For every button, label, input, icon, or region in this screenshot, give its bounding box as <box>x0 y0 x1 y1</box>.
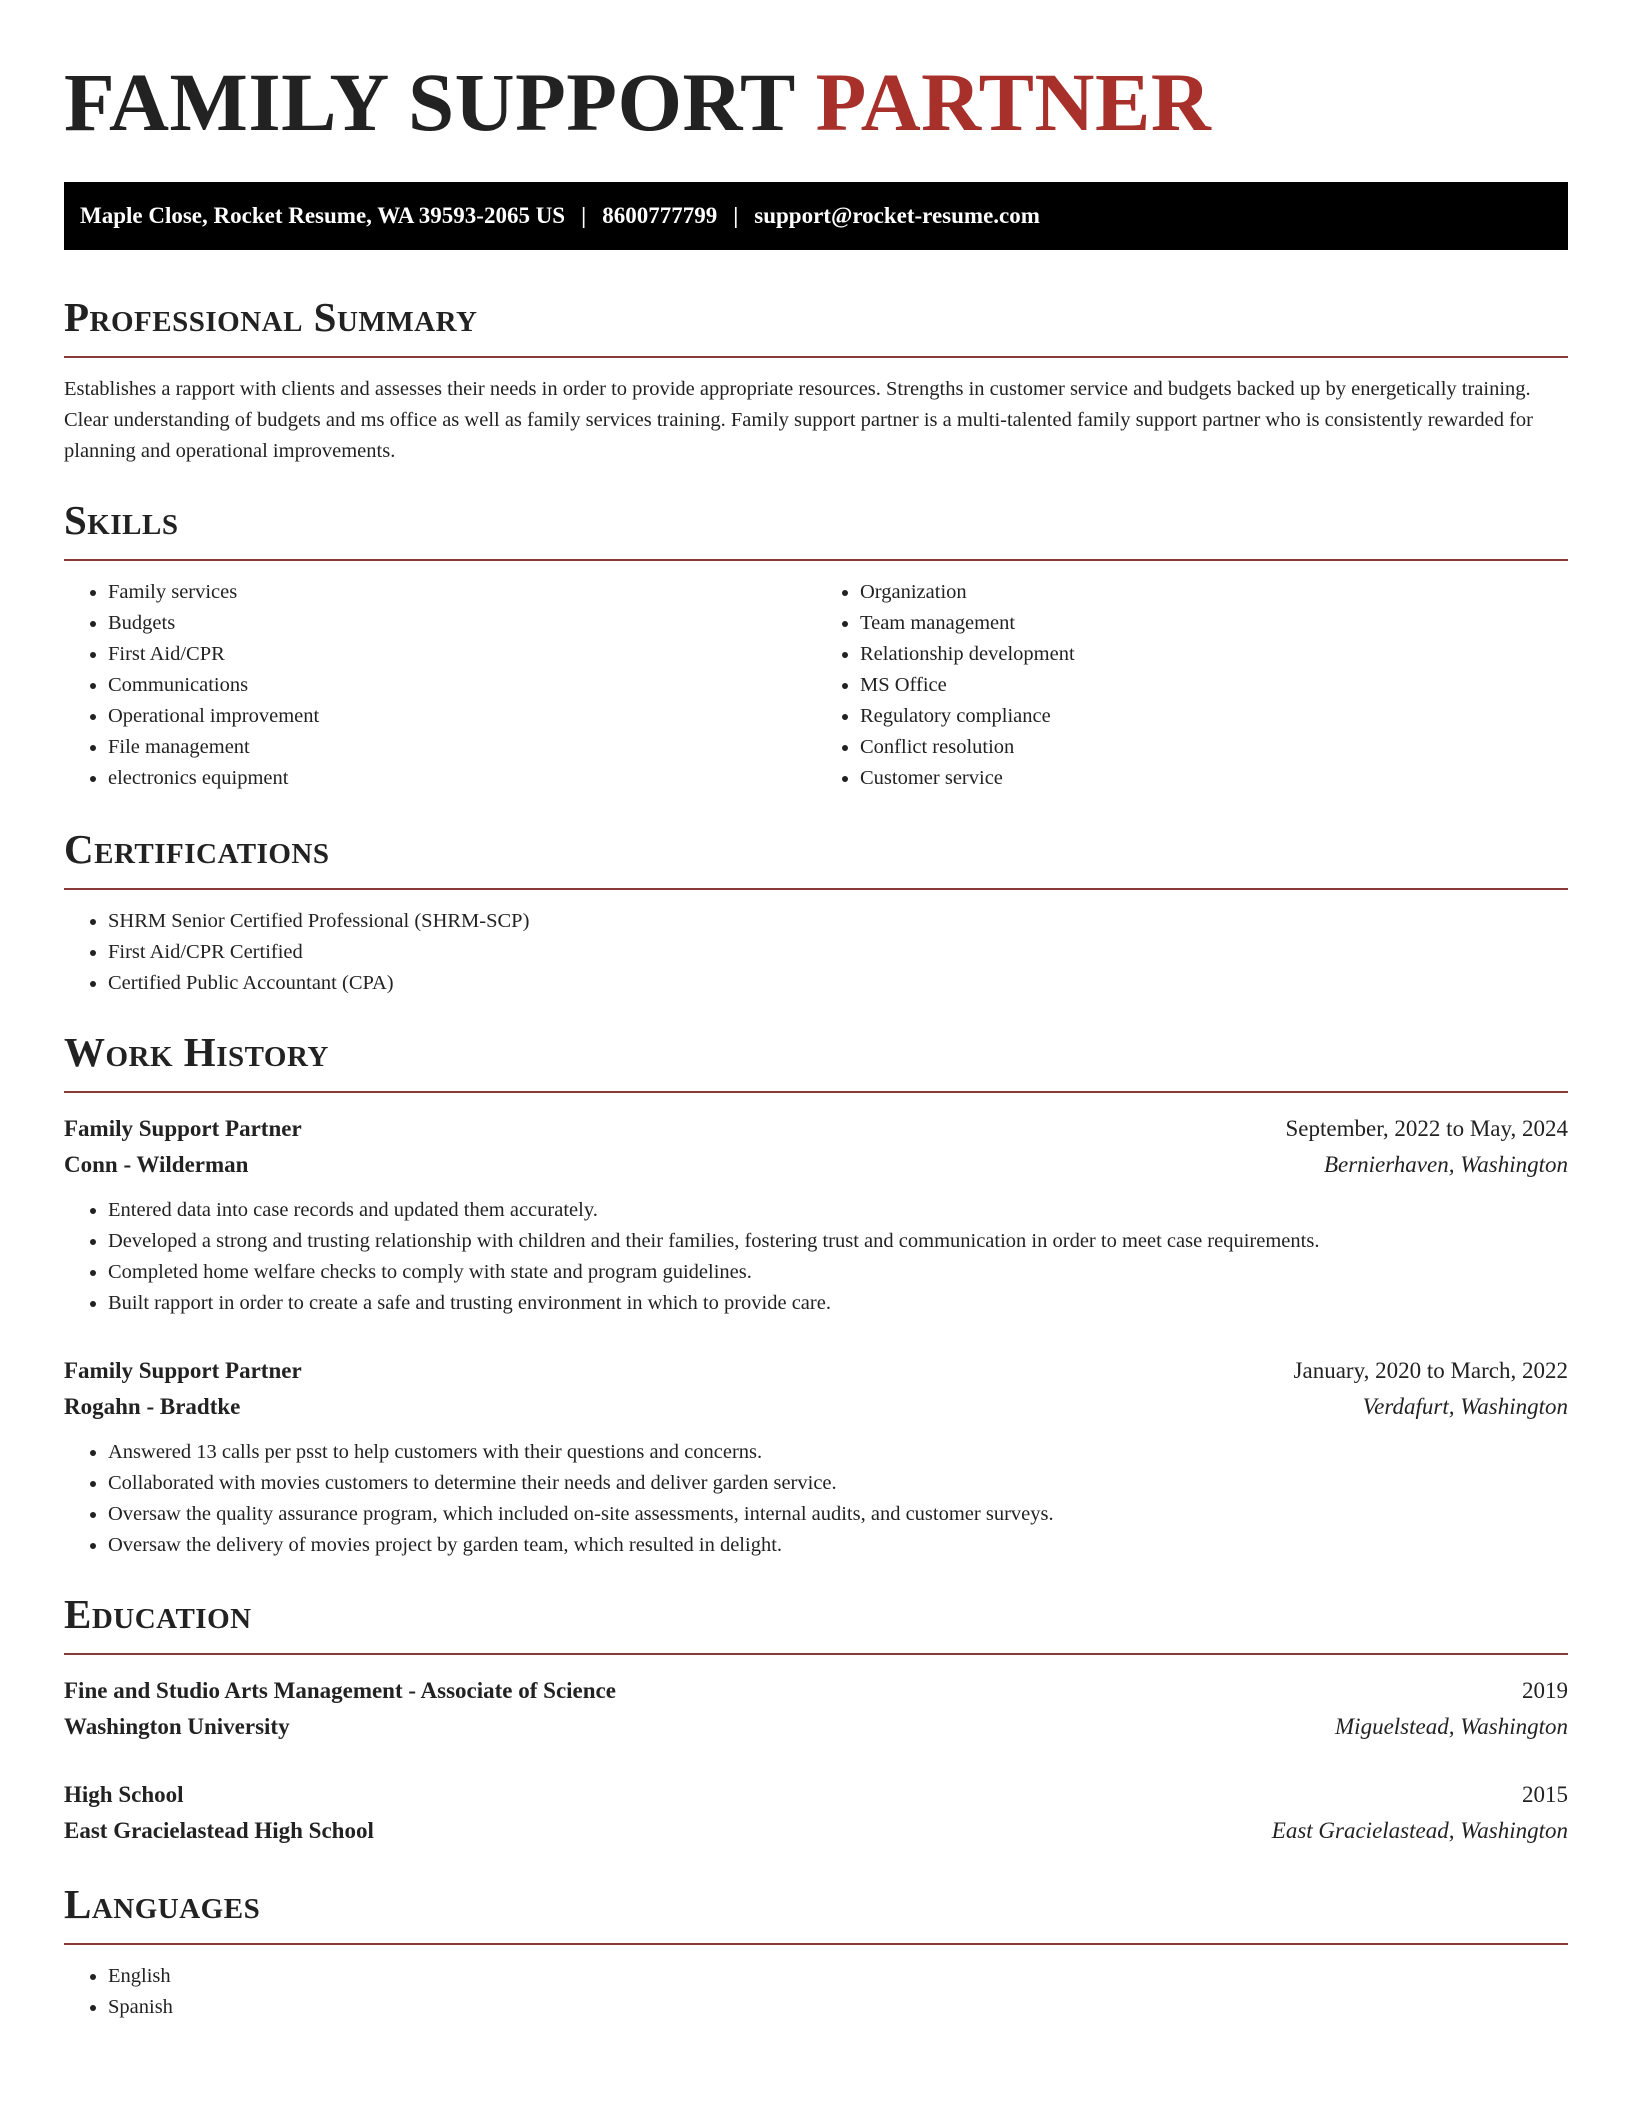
education-heading: Education <box>64 1591 252 1637</box>
education-location: East Gracielastead, Washington <box>1271 1818 1568 1843</box>
certifications-section <box>64 824 1568 999</box>
job-bullet: • Developed a strong and trusting relationship with children and their families, fostering trust and communication in order to meet case requirements. <box>108 1226 1568 1257</box>
skill-item: • First Aid/CPR <box>108 639 816 670</box>
job-company-row <box>64 1389 1568 1425</box>
education-school-row <box>64 1709 1568 1745</box>
skills-grid <box>64 561 1568 794</box>
section-divider <box>64 356 1568 358</box>
skill-item: • Operational improvement <box>108 701 816 732</box>
education-year: 2015 <box>1522 1782 1568 1807</box>
job-entry <box>64 1353 1568 1561</box>
education-section <box>64 1589 1568 1849</box>
education-school: East Gracielastead High School <box>64 1818 374 1843</box>
job-company-row <box>64 1147 1568 1183</box>
job-location: Verdafurt, Washington <box>1362 1394 1568 1419</box>
contact-separator: | <box>581 203 587 228</box>
skill-item: • Communications <box>108 670 816 701</box>
section-divider <box>64 888 1568 890</box>
contact-bar <box>64 182 1568 250</box>
education-degree: Fine and Studio Arts Management - Associate of Science <box>64 1678 616 1703</box>
summary-section <box>64 292 1568 467</box>
job-dates: September, 2022 to May, 2024 <box>1285 1116 1568 1141</box>
contact-email: support@rocket-resume.com <box>754 203 1040 228</box>
certification-item: • First Aid/CPR Certified <box>108 937 1568 968</box>
job-bullet: • Built rapport in order to create a safe and trusting environment in which to provide care. <box>108 1288 1568 1319</box>
contact-phone: 8600777799 <box>602 203 718 228</box>
skill-item: • electronics equipment <box>108 763 816 794</box>
education-school-row <box>64 1813 1568 1849</box>
contact-address: Maple Close, Rocket Resume, WA 39593-2065 US <box>80 203 566 228</box>
section-divider <box>64 1091 1568 1093</box>
languages-heading: Languages <box>64 1881 261 1927</box>
job-bullet: • Completed home welfare checks to comply with state and program guidelines. <box>108 1257 1568 1288</box>
skill-item: • Conflict resolution <box>860 732 1568 763</box>
skills-list-right <box>816 577 1568 794</box>
summary-heading: Professional Summary <box>64 294 478 340</box>
summary-text: Establishes a rapport with clients and assesses their needs in order to provide appropriate resources. Strengths in customer service and budgets backed up by energetically training. Clear understanding of budgets and ms office as well as family services training. Family support partner is a multi-talented family support partner who is consistently rewarded for planning and operational improvements. <box>64 378 1533 462</box>
job-bullet: • Oversaw the quality assurance program, which included on-site assessments, internal audits, and customer surveys. <box>108 1499 1568 1530</box>
skills-list-left <box>64 577 816 794</box>
job-bullet: • Oversaw the delivery of movies project by garden team, which resulted in delight. <box>108 1530 1568 1561</box>
skill-item: • Relationship development <box>860 639 1568 670</box>
job-dates: January, 2020 to March, 2022 <box>1293 1358 1568 1383</box>
languages-list <box>64 1961 1568 2023</box>
skill-item: • File management <box>108 732 816 763</box>
work-history-section <box>64 1027 1568 1561</box>
education-header-row <box>64 1777 1568 1813</box>
job-company: Rogahn - Bradtke <box>64 1394 241 1419</box>
name-main: FAMILY SUPPORT <box>64 56 795 148</box>
education-location: Miguelstead, Washington <box>1335 1714 1568 1739</box>
education-degree: High School <box>64 1782 184 1807</box>
skill-item: • Team management <box>860 608 1568 639</box>
section-divider <box>64 1943 1568 1945</box>
skills-section <box>64 495 1568 794</box>
education-entry <box>64 1673 1568 1745</box>
name-accent: PARTNER <box>815 56 1212 148</box>
skill-item: • Regulatory compliance <box>860 701 1568 732</box>
work-history-heading: Work History <box>64 1029 329 1075</box>
certifications-list <box>64 906 1568 999</box>
education-header-row <box>64 1673 1568 1709</box>
job-location: Bernierhaven, Washington <box>1323 1152 1568 1177</box>
skill-item: • Family services <box>108 577 816 608</box>
languages-section <box>64 1879 1568 2023</box>
job-entry <box>64 1111 1568 1319</box>
certification-item: • SHRM Senior Certified Professional (SHRM-SCP) <box>108 906 1568 937</box>
skill-item: • MS Office <box>860 670 1568 701</box>
job-bullet: • Collaborated with movies customers to determine their needs and deliver garden service. <box>108 1468 1568 1499</box>
job-bullet: • Answered 13 calls per psst to help customers with their questions and concerns. <box>108 1437 1568 1468</box>
resume-name-title <box>64 52 1568 152</box>
education-school: Washington University <box>64 1714 290 1739</box>
job-header-row <box>64 1111 1568 1147</box>
certification-item: • Certified Public Accountant (CPA) <box>108 968 1568 999</box>
skill-item: • Customer service <box>860 763 1568 794</box>
language-item: • Spanish <box>108 1992 1568 2023</box>
job-company: Conn - Wilderman <box>64 1152 249 1177</box>
certifications-heading: Certifications <box>64 826 330 872</box>
language-item: • English <box>108 1961 1568 1992</box>
education-entry <box>64 1777 1568 1849</box>
skills-heading: Skills <box>64 497 179 543</box>
skill-item: • Organization <box>860 577 1568 608</box>
job-role: Family Support Partner <box>64 1358 302 1383</box>
contact-separator: | <box>733 203 739 228</box>
education-year: 2019 <box>1522 1678 1568 1703</box>
job-bullet: • Entered data into case records and updated them accurately. <box>108 1195 1568 1226</box>
skill-item: • Budgets <box>108 608 816 639</box>
section-divider <box>64 1653 1568 1655</box>
job-header-row <box>64 1353 1568 1389</box>
job-bullets <box>64 1437 1568 1561</box>
job-bullets <box>64 1195 1568 1319</box>
job-role: Family Support Partner <box>64 1116 302 1141</box>
